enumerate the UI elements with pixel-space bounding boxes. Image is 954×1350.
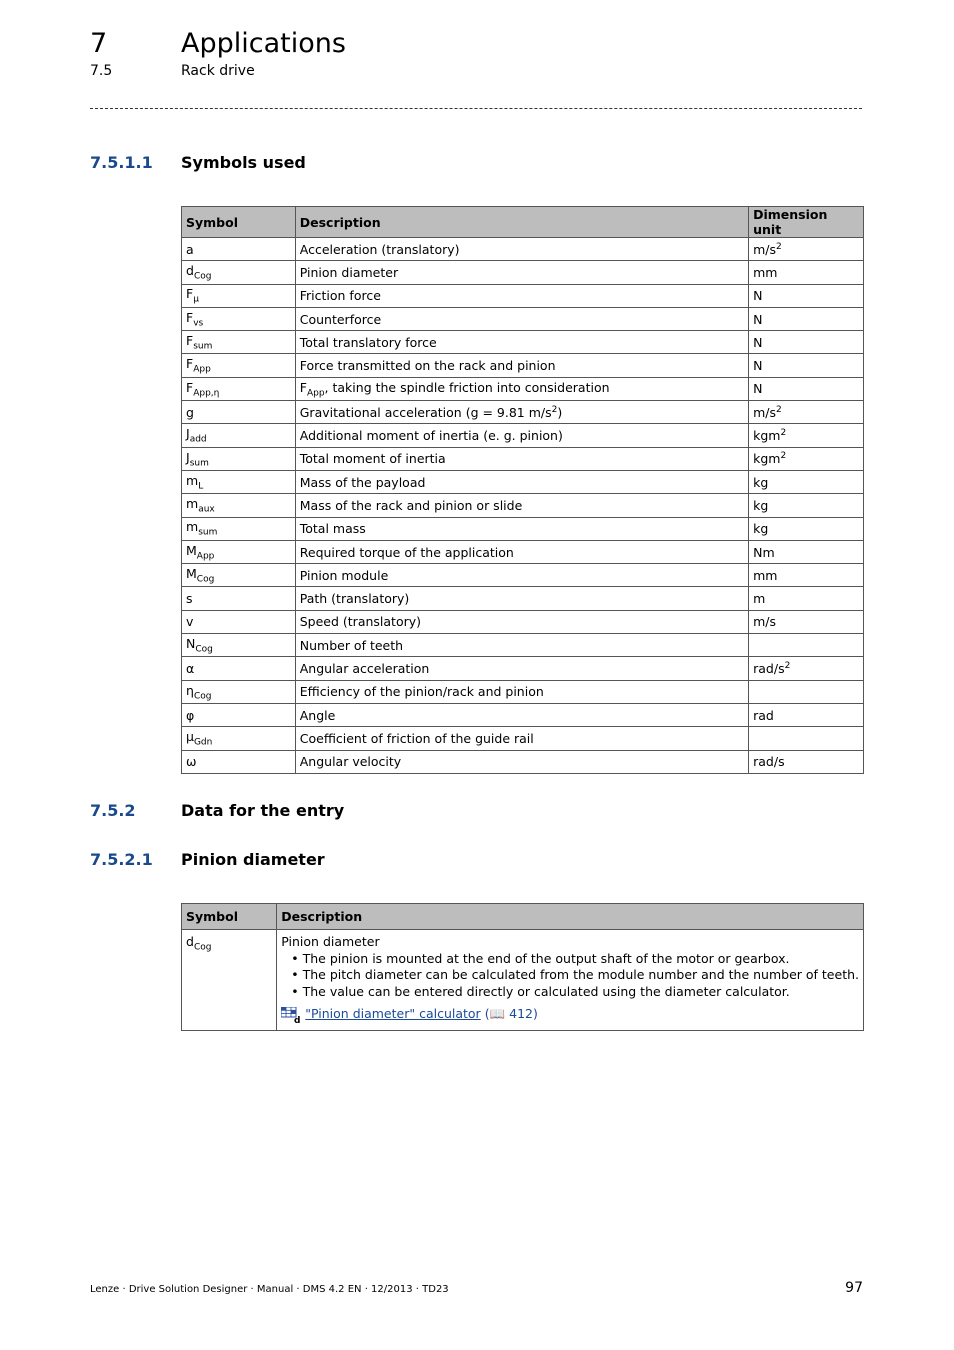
description-text: Counterforce: [299, 311, 382, 327]
description-text: Total mass: [299, 521, 366, 537]
bullet-item: • The pinion is mounted at the end of the output shaft of the motor or gearbox.: [291, 950, 790, 966]
symbol-cell: [182, 447, 296, 470]
description-text: Gravitational acceleration (g = 9.81 m/s: [299, 404, 552, 420]
symbol-subscript: aux: [198, 504, 215, 515]
symbol-subscript: App: [196, 551, 215, 562]
unit-text: kgm: [753, 451, 781, 467]
symbol-text: a: [186, 241, 194, 257]
heading-number-pinion-diameter: 7.5.2.1: [90, 850, 153, 869]
symbol-subscript: Cog: [195, 644, 213, 655]
table-row: [182, 354, 864, 377]
symbol-text: d: [186, 263, 194, 279]
page-reference[interactable]: [485, 1006, 538, 1023]
entry-table: [181, 903, 864, 1031]
unit-text: rad: [753, 707, 774, 723]
symbol-cell: [182, 750, 296, 773]
bullet-item: • The value can be entered directly or calculated using the diameter calculator.: [291, 983, 790, 999]
description-cell: [295, 470, 748, 493]
description-text: Additional moment of inertia (e. g. pinion): [299, 428, 563, 444]
description-text: Angle: [299, 707, 336, 723]
header-dimension-unit: Dimension unit: [749, 207, 864, 238]
heading-symbols-used: Symbols used: [181, 153, 306, 172]
unit-cell: [749, 727, 864, 750]
description-cell: [295, 284, 748, 307]
description-prefix: F: [299, 379, 307, 395]
table-row: [182, 261, 864, 284]
table-row: [182, 331, 864, 354]
unit-superscript: 2: [784, 660, 791, 671]
table-row: [182, 750, 864, 773]
table-row: [182, 470, 864, 493]
description-text: Total moment of inertia: [299, 451, 446, 467]
book-icon: 📖: [489, 1006, 506, 1021]
bullet-text: The value can be entered directly or calculated using the diameter calculator.: [302, 983, 790, 999]
unit-cell: [749, 447, 864, 470]
unit-cell: [749, 238, 864, 261]
symbol-text: v: [186, 614, 194, 630]
unit-text: N: [753, 288, 763, 304]
symbol-cell: [182, 540, 296, 563]
symbol-cell: [182, 634, 296, 657]
symbol-text: F: [186, 286, 194, 302]
description-text: Total translatory force: [299, 334, 437, 350]
unit-cell: [749, 564, 864, 587]
unit-superscript: 2: [776, 404, 782, 415]
description-cell: [295, 401, 748, 424]
symbol-subscript: vs: [193, 318, 204, 329]
description-text: , taking the spindle friction into consideration: [324, 379, 610, 395]
unit-cell: [749, 517, 864, 540]
symbol-text: m: [186, 472, 199, 488]
description-text: Number of teeth: [299, 637, 404, 653]
symbol-text: N: [186, 635, 196, 651]
heading-number-data-entry: 7.5.2: [90, 801, 136, 820]
description-cell: [295, 564, 748, 587]
unit-text: kg: [753, 521, 769, 537]
bullet-text: The pinion is mounted at the end of the output shaft of the motor or gearbox.: [302, 950, 790, 966]
symbols-table-body: [182, 238, 864, 774]
description-cell: [295, 377, 748, 400]
unit-cell: [749, 354, 864, 377]
table-row: [182, 680, 864, 703]
chapter-title: Applications: [181, 28, 346, 59]
table-row: [182, 447, 864, 470]
description-cell: [295, 587, 748, 610]
symbol-text: φ: [186, 707, 195, 723]
symbol-subscript: L: [198, 481, 204, 492]
table-row: [182, 494, 864, 517]
symbol-subscript: App,η: [193, 388, 220, 399]
description-text: Path (translatory): [299, 591, 410, 607]
description-cell: [295, 424, 748, 447]
unit-text: rad/s: [753, 754, 785, 770]
symbol-cell: [182, 307, 296, 330]
description-superscript: 2: [551, 404, 558, 415]
unit-text: rad/s: [753, 661, 785, 677]
description-cell: [295, 261, 748, 284]
unit-cell: [749, 307, 864, 330]
unit-text: m/s: [753, 241, 777, 257]
unit-text: Nm: [753, 544, 775, 560]
calculator-link-row: [281, 1006, 859, 1023]
unit-superscript: 2: [780, 451, 787, 462]
symbol-cell: [182, 354, 296, 377]
heading-data-entry: Data for the entry: [181, 801, 345, 820]
symbol-cell: [182, 517, 296, 540]
symbol-text: m: [186, 496, 199, 512]
unit-text: kgm: [753, 428, 781, 444]
unit-cell: [749, 703, 864, 726]
unit-text: kg: [753, 497, 769, 513]
description-text: Force transmitted on the rack and pinion: [299, 358, 556, 374]
description-suffix: ): [557, 404, 563, 420]
symbol-cell: [182, 470, 296, 493]
footer-text: Lenze · Drive Solution Designer · Manual · DMS 4.2 EN · 12/2013 · TD23: [90, 1284, 449, 1295]
description-text: Coefficient of friction of the guide rail: [299, 730, 534, 746]
unit-text: N: [753, 334, 763, 350]
table-row: [182, 930, 864, 1031]
description-cell: [295, 494, 748, 517]
symbol-text: d: [186, 934, 194, 949]
unit-text: mm: [753, 567, 778, 583]
header-divider: [90, 108, 862, 109]
symbol-text: ω: [186, 754, 197, 770]
unit-cell: [749, 750, 864, 773]
unit-cell: [749, 377, 864, 400]
unit-cell: [749, 657, 864, 680]
unit-cell: [749, 331, 864, 354]
symbol-subscript: Cog: [196, 574, 215, 585]
unit-superscript: 2: [776, 241, 782, 252]
description-cell: [277, 930, 864, 1031]
table-row: [182, 401, 864, 424]
chapter-number: 7: [90, 28, 108, 59]
unit-text: kg: [753, 474, 769, 490]
page-ref-open: (: [484, 1006, 490, 1021]
table-row: [182, 727, 864, 750]
description-text: Speed (translatory): [299, 614, 422, 630]
unit-text: m: [753, 591, 766, 607]
symbol-cell: [182, 261, 296, 284]
symbol-cell: [182, 930, 277, 1031]
description-text: Pinion diameter: [299, 264, 399, 280]
symbol-cell: [182, 377, 296, 400]
bullet-item: • The pitch diameter can be calculated from the module number and the number of teeth.: [291, 967, 859, 982]
symbol-subscript: sum: [198, 527, 218, 538]
description-cell: [295, 727, 748, 750]
unit-cell: [749, 424, 864, 447]
page-number: 97: [845, 1280, 863, 1296]
symbol-cell: [182, 610, 296, 633]
unit-text: mm: [753, 264, 778, 280]
symbol-text: m: [186, 519, 199, 535]
table-header-row: [182, 207, 864, 238]
description-cell: [295, 238, 748, 261]
description-text: Mass of the rack and pinion or slide: [299, 497, 523, 513]
symbol-cell: [182, 284, 296, 307]
svg-text:d: d: [294, 1015, 301, 1023]
description-cell: [295, 750, 748, 773]
symbol-cell: [182, 494, 296, 517]
symbol-subscript: Cog: [193, 942, 212, 953]
table-row: [182, 517, 864, 540]
symbol-text: F: [186, 309, 194, 325]
symbol-text: g: [186, 404, 194, 420]
page-ref-number: 412): [505, 1006, 538, 1021]
unit-cell: [749, 261, 864, 284]
description-cell: [295, 447, 748, 470]
symbol-subscript: sum: [193, 341, 213, 352]
symbol-subscript: add: [189, 434, 207, 445]
table-row: [182, 424, 864, 447]
unit-cell: [749, 587, 864, 610]
header-description: Description: [295, 207, 748, 238]
unit-text: N: [753, 381, 763, 397]
header-symbol: Symbol: [182, 904, 277, 930]
symbol-text: J: [186, 426, 190, 442]
description-text: Pinion module: [299, 567, 389, 583]
symbol-cell: [182, 657, 296, 680]
description-cell: [295, 354, 748, 377]
unit-cell: [749, 470, 864, 493]
description-text: Angular velocity: [299, 754, 402, 770]
symbol-cell: [182, 331, 296, 354]
symbol-text: M: [186, 542, 197, 558]
description-cell: [295, 307, 748, 330]
unit-text: N: [753, 358, 763, 374]
symbol-cell: [182, 680, 296, 703]
unit-cell: [749, 284, 864, 307]
symbol-text: F: [186, 333, 194, 349]
unit-cell: [749, 494, 864, 517]
description-text: Friction force: [299, 288, 381, 304]
section-number: 7.5: [90, 63, 113, 79]
symbol-subscript: Cog: [193, 691, 212, 702]
description-subscript: App: [306, 388, 325, 399]
symbol-subscript: µ: [193, 294, 199, 305]
table-row: [182, 703, 864, 726]
symbol-cell: [182, 238, 296, 261]
description-cell: [295, 657, 748, 680]
unit-text: N: [753, 311, 763, 327]
symbol-subscript: App: [193, 364, 211, 375]
description-cell: [295, 540, 748, 563]
symbol-cell: [182, 703, 296, 726]
unit-cell: [749, 634, 864, 657]
header-symbol: Symbol: [182, 207, 296, 238]
symbol-cell: [182, 564, 296, 587]
unit-cell: [749, 540, 864, 563]
symbol-text: α: [186, 660, 195, 676]
symbols-table: [181, 206, 864, 774]
symbol-text: µ: [186, 729, 194, 745]
table-header-row: [182, 904, 864, 930]
heading-number-symbols-used: 7.5.1.1: [90, 153, 153, 172]
calculator-icon: [281, 1007, 301, 1023]
unit-cell: [749, 680, 864, 703]
unit-text: m/s: [753, 614, 777, 630]
table-row: [182, 284, 864, 307]
description-cell: [295, 517, 748, 540]
heading-pinion-diameter: Pinion diameter: [181, 850, 325, 869]
symbol-cell: [182, 424, 296, 447]
unit-text: m/s: [753, 404, 777, 420]
symbol-text: M: [186, 566, 197, 582]
symbol-text: η: [186, 682, 194, 698]
table-row: [182, 377, 864, 400]
description-cell: [295, 331, 748, 354]
table-row: [182, 540, 864, 563]
symbol-text: F: [186, 379, 194, 395]
description-cell: [295, 634, 748, 657]
description-title: Pinion diameter: [281, 934, 380, 949]
description-text: Required torque of the application: [299, 544, 514, 560]
symbol-subscript: Cog: [193, 271, 212, 282]
symbol-cell: [182, 727, 296, 750]
symbol-cell: [182, 401, 296, 424]
description-text: Acceleration (translatory): [299, 241, 460, 257]
symbol-text: s: [186, 591, 193, 607]
description-cell: [295, 610, 748, 633]
description-text: Mass of the payload: [299, 474, 426, 490]
unit-cell: [749, 610, 864, 633]
bullet-text: The pitch diameter can be calculated from the module number and the number of teeth.: [302, 967, 859, 982]
symbol-subscript: Gdn: [193, 737, 213, 748]
pinion-calculator-link[interactable]: "Pinion diameter" calculator: [305, 1006, 481, 1021]
symbol-subscript: sum: [189, 458, 209, 469]
table-row: [182, 634, 864, 657]
symbol-text: F: [186, 356, 194, 372]
description-cell: [295, 680, 748, 703]
description-text: Angular acceleration: [299, 660, 430, 676]
table-row: [182, 238, 864, 261]
section-title: Rack drive: [181, 63, 255, 79]
table-row: [182, 307, 864, 330]
table-row: [182, 564, 864, 587]
description-text: Efficiency of the pinion/rack and pinion: [299, 684, 544, 700]
unit-cell: [749, 401, 864, 424]
unit-superscript: 2: [780, 427, 787, 438]
table-row: [182, 657, 864, 680]
symbol-cell: [182, 587, 296, 610]
table-row: [182, 610, 864, 633]
symbol-text: J: [186, 449, 190, 465]
description-cell: [295, 703, 748, 726]
table-row: [182, 587, 864, 610]
header-description: Description: [277, 904, 864, 930]
